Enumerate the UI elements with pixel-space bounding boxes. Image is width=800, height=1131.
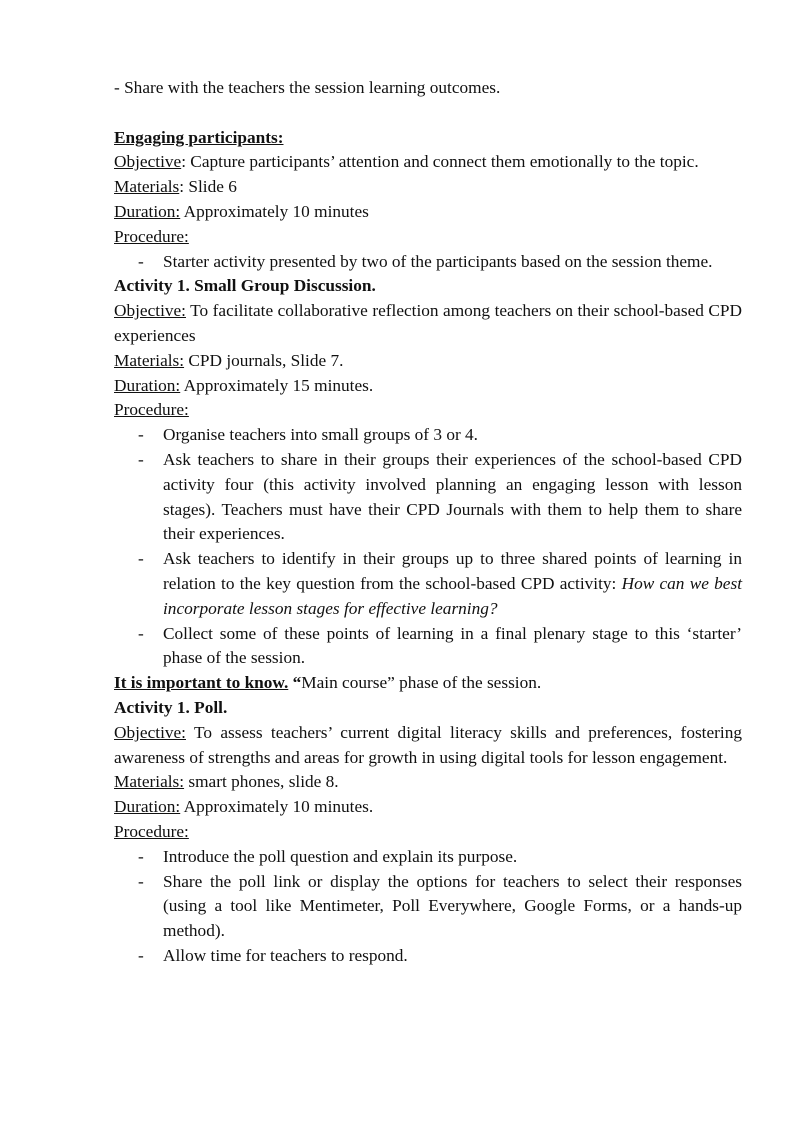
dash-bullet: - <box>138 623 144 643</box>
dash-bullet: - <box>138 846 144 866</box>
important-note <box>114 671 742 696</box>
dash-bullet: - <box>138 425 144 445</box>
activity-poll-procedure-list <box>114 845 742 969</box>
list-item-text: Collect some of these points of learning in a final plenary stage to this ‘starter’ phase of the session. <box>163 623 742 668</box>
materials-text: smart phones, slide 8. <box>184 772 339 792</box>
objective-text: To facilitate collaborative reflection among teachers on their school-based CPD experiences <box>114 301 742 345</box>
objective-text: : Capture participants’ attention and connect them emotionally to the topic. <box>181 152 699 172</box>
list-item <box>114 845 742 870</box>
engaging-objective <box>114 150 742 175</box>
paragraph-gap <box>114 101 742 126</box>
list-item-text: Ask teachers to identify in their groups up to three shared points of learning in relation to the key question from the school-based CPD activity: <box>163 549 742 593</box>
activity-small-group-procedure-label: Procedure: <box>114 400 189 420</box>
important-text: Main course” phase of the session. <box>301 673 542 693</box>
activity-poll-objective <box>114 721 742 771</box>
important-label: It is important to know. <box>114 673 289 693</box>
list-item-text: Ask teachers to share in their groups their experiences of the school-based CPD activity four (this activity involved planning an engaging lesson with lesson stages). Teachers must have their CPD Journals with them to help them to share their experiences. <box>163 449 742 544</box>
materials-label: Materials: <box>114 772 185 792</box>
activity-small-group-duration <box>114 374 742 399</box>
dash-bullet: - <box>138 945 144 965</box>
dash-bullet: - <box>138 449 144 469</box>
dash-bullet: - <box>138 549 144 569</box>
objective-text: To assess teachers’ current digital literacy skills and preferences, fostering awareness of strengths and areas for growth in using digital tools for lesson engagement. <box>114 722 742 767</box>
engaging-section <box>114 126 742 275</box>
activity-poll-duration <box>114 795 742 820</box>
engaging-procedure-label: Procedure: <box>114 226 189 246</box>
list-item <box>114 870 742 944</box>
materials-text: : Slide 6 <box>179 177 237 197</box>
list-item-text: Organise teachers into small groups of 3 or 4. <box>163 425 478 445</box>
list-item <box>114 622 742 672</box>
list-item-text: Allow time for teachers to respond. <box>163 945 408 965</box>
objective-label: Objective: <box>114 722 186 742</box>
materials-text: CPD journals, Slide 7. <box>184 350 344 370</box>
activity-small-group-section <box>114 274 742 671</box>
list-item <box>114 250 742 275</box>
activity-small-group-procedure-list <box>114 423 742 671</box>
duration-text: Approximately 15 minutes. <box>180 375 374 395</box>
engaging-duration <box>114 200 742 225</box>
activity-poll-section <box>114 696 742 969</box>
duration-text: Approximately 10 minutes. <box>180 797 374 817</box>
duration-label: Duration: <box>114 797 181 817</box>
engaging-heading: Engaging participants: <box>114 127 284 147</box>
duration-label: Duration: <box>114 201 181 221</box>
list-item <box>114 448 742 547</box>
duration-label: Duration: <box>114 375 181 395</box>
objective-label: Objective <box>114 152 182 172</box>
materials-label: Materials: <box>114 350 185 370</box>
key-question: How can we best incorporate lesson stages for effective learning? <box>163 573 742 618</box>
intro-line: - Share with the teachers the session learning outcomes. <box>114 78 501 97</box>
duration-text: Approximately 10 minutes <box>180 201 369 221</box>
activity-small-group-heading: Activity 1. Small Group Discussion. <box>114 276 376 296</box>
document-page <box>114 76 742 969</box>
list-item-text: Starter activity presented by two of the participants based on the session theme. <box>163 251 713 271</box>
dash-bullet: - <box>138 871 144 891</box>
activity-poll-materials <box>114 770 742 795</box>
activity-small-group-materials <box>114 349 742 374</box>
list-item <box>114 944 742 969</box>
quote-open: “ <box>288 673 302 693</box>
list-item <box>114 423 742 448</box>
list-item-text: Share the poll link or display the options for teachers to select their responses (using a tool like Mentimeter, Poll Everywhere, Google Forms, or a hands-up method). <box>163 871 742 941</box>
list-item-text: Introduce the poll question and explain its purpose. <box>163 846 518 866</box>
activity-small-group-objective <box>114 299 742 349</box>
list-item <box>114 547 742 621</box>
dash-bullet: - <box>138 251 144 271</box>
activity-poll-heading: Activity 1. Poll. <box>114 697 228 717</box>
materials-label: Materials <box>114 177 180 197</box>
objective-label: Objective: <box>114 301 186 321</box>
engaging-materials <box>114 175 742 200</box>
activity-poll-procedure-label: Procedure: <box>114 821 189 841</box>
engaging-procedure-list <box>114 250 742 275</box>
